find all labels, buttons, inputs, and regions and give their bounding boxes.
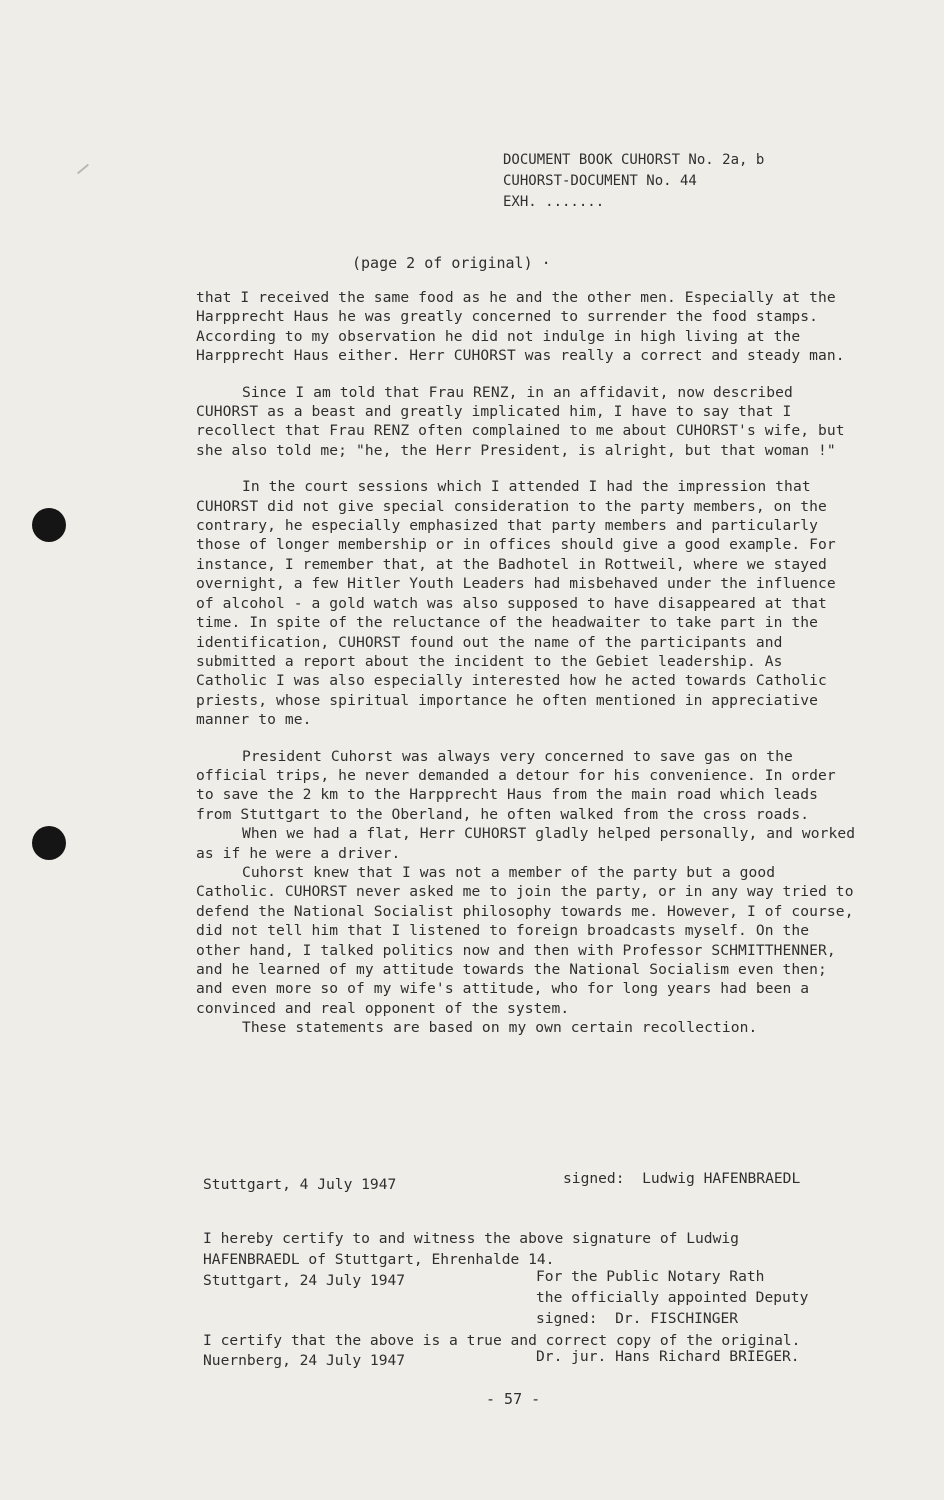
paragraph-5: When we had a flat, Herr CUHORST gladly helped personally, and worked as if he were a driver. — [196, 825, 856, 862]
notary-line-1: For the Public Notary Rath — [536, 1268, 765, 1285]
exhibit-line: EXH. ....... — [503, 194, 605, 210]
notary-line-3: signed: Dr. FISCHINGER — [536, 1310, 739, 1327]
document-reference — [503, 150, 764, 213]
paragraph-6: Cuhorst knew that I was not a member of the party but a good Catholic. CUHORST never asked me to join the party, or in any way tried to defend the National Socialist philosophy towards me. However, I of course, did not tell him that I listened to foreign broadcasts myself. On the other hand, I talked politics now and then with Professor SCHMITTHENNER, and he learned of my attitude towards the National Socialism even then; and even more so of my wife's attitude, who for long years had been a convinced and real opponent of the system. — [196, 863, 854, 1017]
punch-hole-top — [32, 508, 66, 542]
doc-book-line: DOCUMENT BOOK CUHORST No. 2a, b — [503, 152, 765, 168]
paragraph-2: Since I am told that Frau RENZ, in an affidavit, now described CUHORST as a beast and greatly implicated him, I have to say that I recollect that Frau RENZ often complained to me about CUHORST's wife, but she also told me; "he, the Herr President, is alright, but that woman !" — [196, 383, 845, 459]
statement-body — [196, 288, 856, 1055]
paragraph-4: President Cuhorst was always very concerned to save gas on the official trips, he never demanded a detour for his convenience. In order to save the 2 km to the Harpprecht Haus from the main road which leads from Stuttgart to the Oberland, he often walked from the cross roads. — [196, 747, 836, 823]
certify-place-date: Stuttgart, 24 July 1947 — [203, 1272, 406, 1289]
page-note: (page 2 of original) · — [352, 254, 551, 272]
copy-certify-line: I certify that the above is a true and correct copy of the original. — [203, 1332, 801, 1349]
copy-place-date: Nuernberg, 24 July 1947 — [203, 1352, 406, 1369]
notary-line-2: the officially appointed Deputy — [536, 1289, 809, 1306]
copy-signer: Dr. jur. Hans Richard BRIEGER. — [536, 1348, 800, 1365]
signature-place-date: Stuttgart, 4 July 1947 — [203, 1176, 397, 1193]
signature-signed: signed: Ludwig HAFENBRAEDL — [563, 1170, 801, 1187]
certify-line-1: I hereby certify to and witness the above signature of Ludwig — [203, 1230, 739, 1247]
certify-line-2: HAFENBRAEDL of Stuttgart, Ehrenhalde 14. — [203, 1251, 555, 1268]
pencil-mark — [77, 164, 89, 175]
doc-number-line: CUHORST-DOCUMENT No. 44 — [503, 173, 697, 189]
punch-hole-bottom — [32, 826, 66, 860]
paragraph-1: that I received the same food as he and the other men. Especially at the Harpprecht Haus he was greatly concerned to surrender the food stamps. According to my observation he did not indulge in high living at the Harpprecht Haus either. Herr CUHORST was really a correct and steady man. — [196, 289, 845, 365]
paragraph-3: In the court sessions which I attended I had the impression that CUHORST did not give special consideration to the party members, on the contrary, he especially emphasized that party members and particularly those of longer membership or in offices should give a good example. For instance, I remember that, at the Badhotel in Rottweil, where we stayed overnight, a few Hitler Youth Leaders had misbehaved under the influence of alcohol - a gold watch was also supposed to have disappeared at that time. In spite of the reluctance of the headwaiter to take part in the identification, CUHORST found out the name of the participants and submitted a report about the incident to the Gebiet leadership. As Catholic I was also especially interested how he acted towards Catholic priests, whose spiritual importance he often mentioned in appreciative manner to me. — [196, 478, 836, 729]
page-number: - 57 - — [486, 1390, 541, 1408]
paragraph-7: These statements are based on my own certain recollection. — [242, 1019, 758, 1037]
